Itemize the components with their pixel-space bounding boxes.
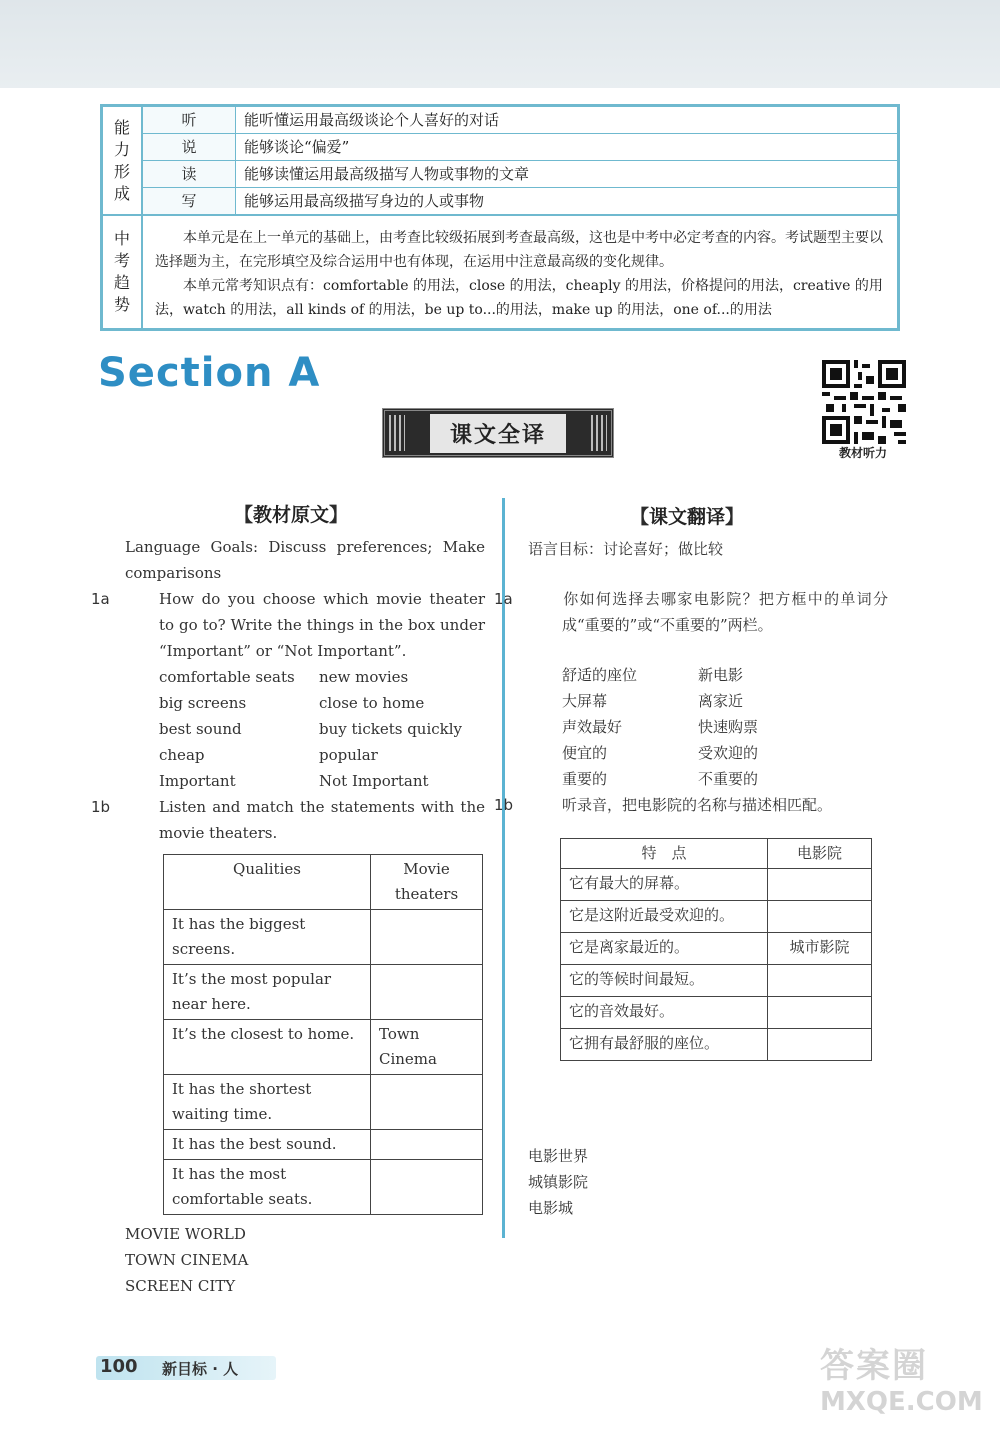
bracket-right-icon: 】 (329, 504, 349, 526)
table-row (164, 1020, 483, 1075)
table-row (164, 910, 483, 965)
word-item: 大屏幕 (562, 692, 608, 710)
table-row (164, 1160, 483, 1215)
ability-row (143, 134, 897, 161)
side-char: 形 (113, 161, 130, 181)
skill-label: 说 (143, 134, 236, 160)
skill-desc: 能听懂运用最高级谈论个人喜好的对话 (244, 111, 500, 129)
language-goals: Language Goals: Discuss preferences; Make comparisons (125, 538, 485, 582)
question-text: 听录音，把电影院的名称与描述相匹配。 (562, 796, 833, 814)
ability-rows (143, 107, 897, 214)
table-cell (768, 869, 872, 901)
table-cell (371, 1160, 483, 1215)
table-cell: It has the shortest waiting time. (164, 1075, 371, 1130)
language-goals-cn: 语言目标：讨论喜好；做比较 (528, 540, 724, 558)
bracket-left-icon: 【 (234, 504, 254, 526)
qualities-table (163, 854, 483, 1215)
right-heading-text: 课文翻译 (649, 506, 726, 528)
qualities-table-cn (560, 838, 872, 1061)
question-text: How do you choose which movie theater to go to? Write the things in the box under “Important” or “Not Important”. (159, 590, 485, 660)
bracket-right-icon: 】 (725, 506, 745, 528)
question-1a-cn (494, 586, 888, 638)
table-header-row (561, 839, 872, 869)
banner-stripes (389, 415, 405, 451)
table-row (164, 1130, 483, 1160)
word-item: Not Important (319, 772, 429, 790)
theater-list-cn (528, 1143, 888, 1221)
watermark-logo (820, 1346, 985, 1426)
table-row (561, 901, 872, 933)
table-cell: It has the biggest screens. (164, 910, 371, 965)
side-char: 势 (113, 295, 130, 314)
table-cell: It’s the most popular near here. (164, 965, 371, 1020)
ability-table (100, 104, 900, 331)
skill-label: 听 (143, 107, 236, 133)
qr-label: 教材听力 (838, 446, 887, 460)
theater-name: 城镇影院 (528, 1173, 589, 1191)
question-1b-cn (494, 792, 888, 818)
word-item: 受欢迎的 (698, 744, 759, 762)
table-cell (371, 965, 483, 1020)
question-number: 1b (494, 796, 514, 814)
ability-row (143, 107, 897, 134)
left-column-heading (234, 500, 348, 527)
table-row (561, 1029, 872, 1061)
side-char: 能 (113, 117, 130, 137)
side-char: 力 (113, 139, 130, 159)
theater-name: SCREEN CITY (125, 1277, 236, 1295)
word-item: Important (159, 772, 236, 790)
table-row (561, 869, 872, 901)
ability-side-label (103, 107, 143, 214)
left-heading-text: 教材原文 (253, 504, 330, 526)
table-cell (768, 1029, 872, 1061)
table-cell (768, 901, 872, 933)
skill-desc: 能够读懂运用最高级描写人物或事物的文章 (244, 165, 530, 183)
side-char: 中 (113, 229, 130, 248)
table-row (164, 965, 483, 1020)
banner-title: 课文全译 (430, 414, 566, 453)
word-item: best sound (159, 720, 242, 738)
word-item: 便宜的 (562, 744, 608, 762)
word-item: 声效最好 (562, 718, 623, 736)
theater-name: MOVIE WORLD (125, 1225, 246, 1243)
table-header: 特 点 (561, 839, 768, 869)
original-text-column (91, 534, 485, 1299)
banner-stripes (591, 415, 607, 451)
ability-row (143, 161, 897, 188)
section-banner (382, 408, 614, 458)
right-column-heading (630, 502, 744, 529)
word-item: popular (319, 746, 378, 764)
table-cell: 它有最大的屏幕。 (561, 869, 768, 901)
question-number: 1a (91, 590, 110, 608)
section-title: Section A (98, 350, 321, 396)
side-char: 成 (113, 183, 130, 203)
table-cell: 它拥有最舒服的座位。 (561, 1029, 768, 1061)
skill-label: 写 (143, 188, 236, 214)
table-cell: 它是这附近最受欢迎的。 (561, 901, 768, 933)
table-header: Qualities (164, 855, 371, 910)
side-char: 趋 (113, 273, 130, 292)
table-cell (371, 1075, 483, 1130)
table-row (561, 997, 872, 1029)
trend-paragraph-1: 本单元是在上一单元的基础上，由考查比较级拓展到考查最高级，这也是中考中必定考查的内容。考试题型主要以选择题为主，在完形填空及综合运用中也有体现，在运用中注意最高级的变化规律。 (155, 230, 883, 270)
table-cell: 它是离家最近的。 (561, 933, 768, 965)
table-cell: 它的等候时间最短。 (561, 965, 768, 997)
trend-section (103, 216, 897, 328)
skill-desc: 能够运用最高级描写身边的人或事物 (244, 192, 485, 210)
trend-paragraph-2: 本单元常考知识点有：comfortable 的用法，close 的用法，cheaply 的用法，价格提问的用法，creative 的用法，watch 的用法，all kinds of 的用法，be up to...的用法，make up 的用法，one of...的用法 (155, 278, 883, 318)
table-cell: It’s the closest to home. (164, 1020, 371, 1075)
question-number: 1b (91, 798, 111, 816)
top-decorative-band (0, 0, 1000, 88)
word-item: cheap (159, 746, 205, 764)
word-item: 新电影 (698, 666, 744, 684)
trend-side-label (103, 216, 143, 328)
bracket-left-icon: 【 (630, 506, 650, 528)
word-box (125, 664, 485, 794)
word-item: 快速购票 (698, 718, 759, 736)
theater-name: TOWN CINEMA (125, 1251, 249, 1269)
table-row (164, 1075, 483, 1130)
theater-name: 电影世界 (528, 1147, 589, 1165)
table-cell: It has the best sound. (164, 1130, 371, 1160)
theater-name: 电影城 (528, 1199, 574, 1217)
table-cell: Town Cinema (371, 1020, 483, 1075)
skill-desc: 能够谈论“偏爱” (244, 138, 350, 156)
theater-list (125, 1221, 485, 1299)
table-cell (371, 1130, 483, 1160)
side-char: 考 (113, 251, 130, 270)
question-1a (91, 586, 485, 664)
watermark-en: MXQE.COM (820, 1387, 983, 1417)
question-number: 1a (494, 590, 513, 608)
word-item: big screens (159, 694, 247, 712)
table-header: 电影院 (768, 839, 872, 869)
table-row (561, 933, 872, 965)
word-item: 离家近 (698, 692, 744, 710)
table-cell (768, 965, 872, 997)
question-1b (91, 794, 485, 846)
word-item: new movies (319, 668, 409, 686)
word-item: 不重要的 (698, 770, 759, 788)
book-name: 新目标 · 人 (162, 1360, 239, 1378)
ability-row (143, 188, 897, 214)
word-item: 重要的 (562, 770, 608, 788)
qr-code-icon[interactable] (822, 360, 906, 444)
table-cell: 它的音效最好。 (561, 997, 768, 1029)
table-cell (371, 910, 483, 965)
word-item: buy tickets quickly (319, 720, 463, 738)
table-header-row (164, 855, 483, 910)
translation-column (494, 536, 888, 1221)
trend-text (143, 216, 897, 328)
table-row (561, 965, 872, 997)
word-item: close to home (319, 694, 425, 712)
table-header: Movie theaters (371, 855, 483, 910)
watermark-cn: 答案圈 (820, 1346, 928, 1386)
word-item: comfortable seats (159, 668, 295, 686)
question-text: Listen and match the statements with the movie theaters. (159, 798, 485, 842)
skill-label: 读 (143, 161, 236, 187)
page-number: 100 (100, 1356, 138, 1377)
question-text: 你如何选择去哪家电影院？把方框中的单词分成“重要的”或“不重要的”两栏。 (562, 590, 888, 634)
table-cell: 城市影院 (768, 933, 872, 965)
word-item: 舒适的座位 (562, 666, 638, 684)
table-cell: It has the most comfortable seats. (164, 1160, 371, 1215)
word-box-cn (528, 662, 888, 792)
table-cell (768, 997, 872, 1029)
ability-section (103, 107, 897, 216)
